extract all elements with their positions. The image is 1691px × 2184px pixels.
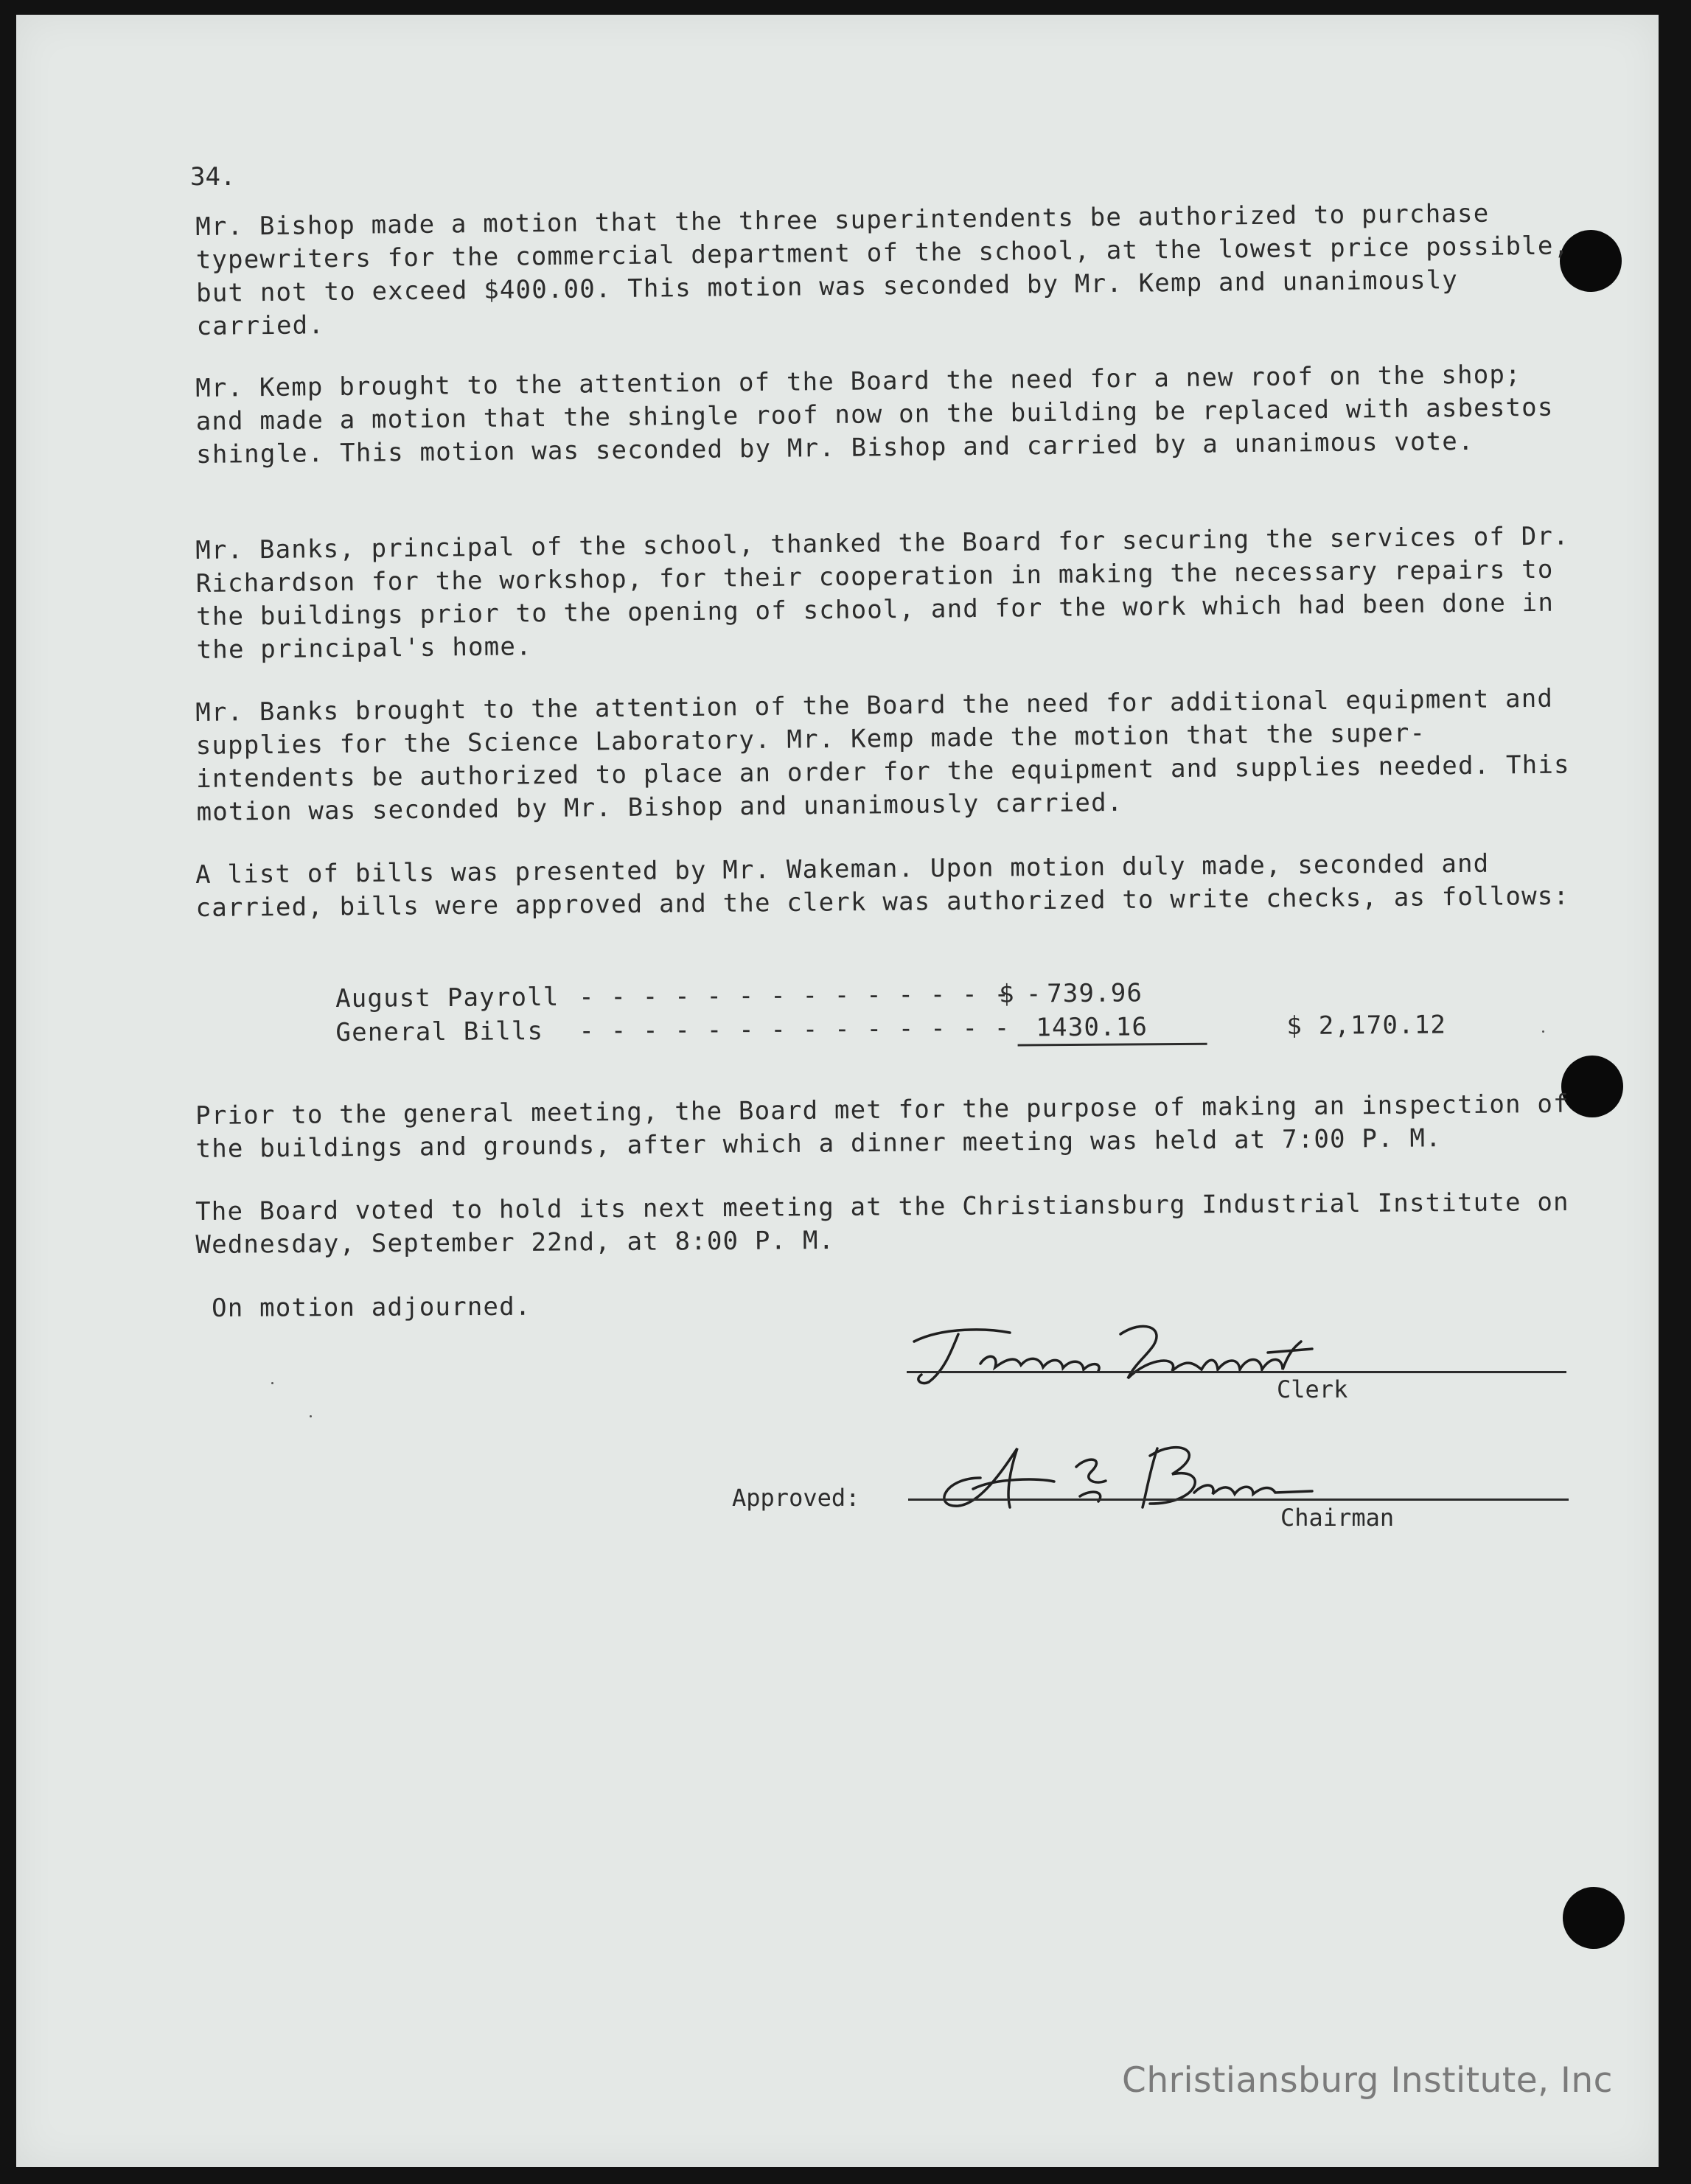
paragraph-science-lab-motion: Mr. Banks brought to the attention of the Board the need for additional equipment and supplies for the Science Laboratory. Mr. Kemp made the motion that the super-intendents be authorized to place an order for the equipment and supplies needed. This motion was seconded by Mr. Bishop and unanimously carried. <box>195 683 1570 827</box>
clerk-title: Clerk <box>1277 1375 1348 1403</box>
bills-table <box>335 976 1516 1052</box>
paragraph-typewriters-motion: Mr. Bishop made a motion that the three superintendents be authorized to purchase typewriters for the commercial department of the school, at the lowest price possible, but not to exceed $400.00. This motion was seconded by Mr. Kemp and unanimously carried. <box>195 198 1570 341</box>
paragraph-adjourned: On motion adjourned. <box>212 1291 531 1323</box>
bill-leader-dashes: - - - - - - - - - - - - - - <box>579 1013 1011 1046</box>
paragraph-bills-presented: A list of bills was presented by Mr. Wakeman. Upon motion duly made, seconded and carried, bills were approved and the clerk was authorized to write checks, as follows: <box>195 848 1570 923</box>
paper-speck <box>310 1415 312 1417</box>
bills-total: $ 2,170.12 <box>1286 1010 1447 1041</box>
chairman-signature-line <box>908 1499 1569 1501</box>
bill-amount: 1430.16 <box>1017 1012 1207 1047</box>
chairman-title: Chairman <box>1280 1504 1395 1532</box>
approved-label: Approved: <box>732 1484 860 1512</box>
paragraph-shop-roof-motion: Mr. Kemp brought to the attention of the Board the need for a new roof on the shop; and made a motion that the shingle roof now on the building be replaced with asbestos shingle. This motion was seconded by Mr. Bishop and carried by a unanimous vote. <box>195 360 1554 470</box>
binder-hole-bottom <box>1563 1887 1625 1949</box>
bill-amount: $ 739.96 <box>998 978 1143 1009</box>
chairman-signature <box>929 1434 1342 1515</box>
paragraph-next-meeting: The Board voted to hold its next meeting at the Christiansburg Industrial Institute on Wednesday, September 22nd, at 8:00 P. M. <box>195 1187 1569 1260</box>
clerk-signature-line <box>907 1371 1566 1373</box>
paper-speck <box>271 1382 273 1384</box>
page-number: 34. <box>190 162 236 192</box>
bill-label: August Payroll <box>335 982 559 1013</box>
bill-label: General Bills <box>335 1016 544 1047</box>
watermark: Christiansburg Institute, Inc <box>1122 2060 1613 2101</box>
paragraph-inspection: Prior to the general meeting, the Board met for the purpose of making an inspection of the buildings and grounds, after which a dinner meeting was held at 7:00 P. M. <box>195 1089 1569 1164</box>
bill-leader-dashes: - - - - - - - - - - - - - - - <box>578 979 1042 1012</box>
paragraph-principal-thanks: Mr. Banks, principal of the school, thanked the Board for securing the services of Dr. Richardson for the workshop, for their cooperation in making the necessary repairs to the buildings prior to the opening of school, and for the work which had been done in the principal's home. <box>195 521 1569 665</box>
paper-speck <box>1542 1030 1544 1033</box>
